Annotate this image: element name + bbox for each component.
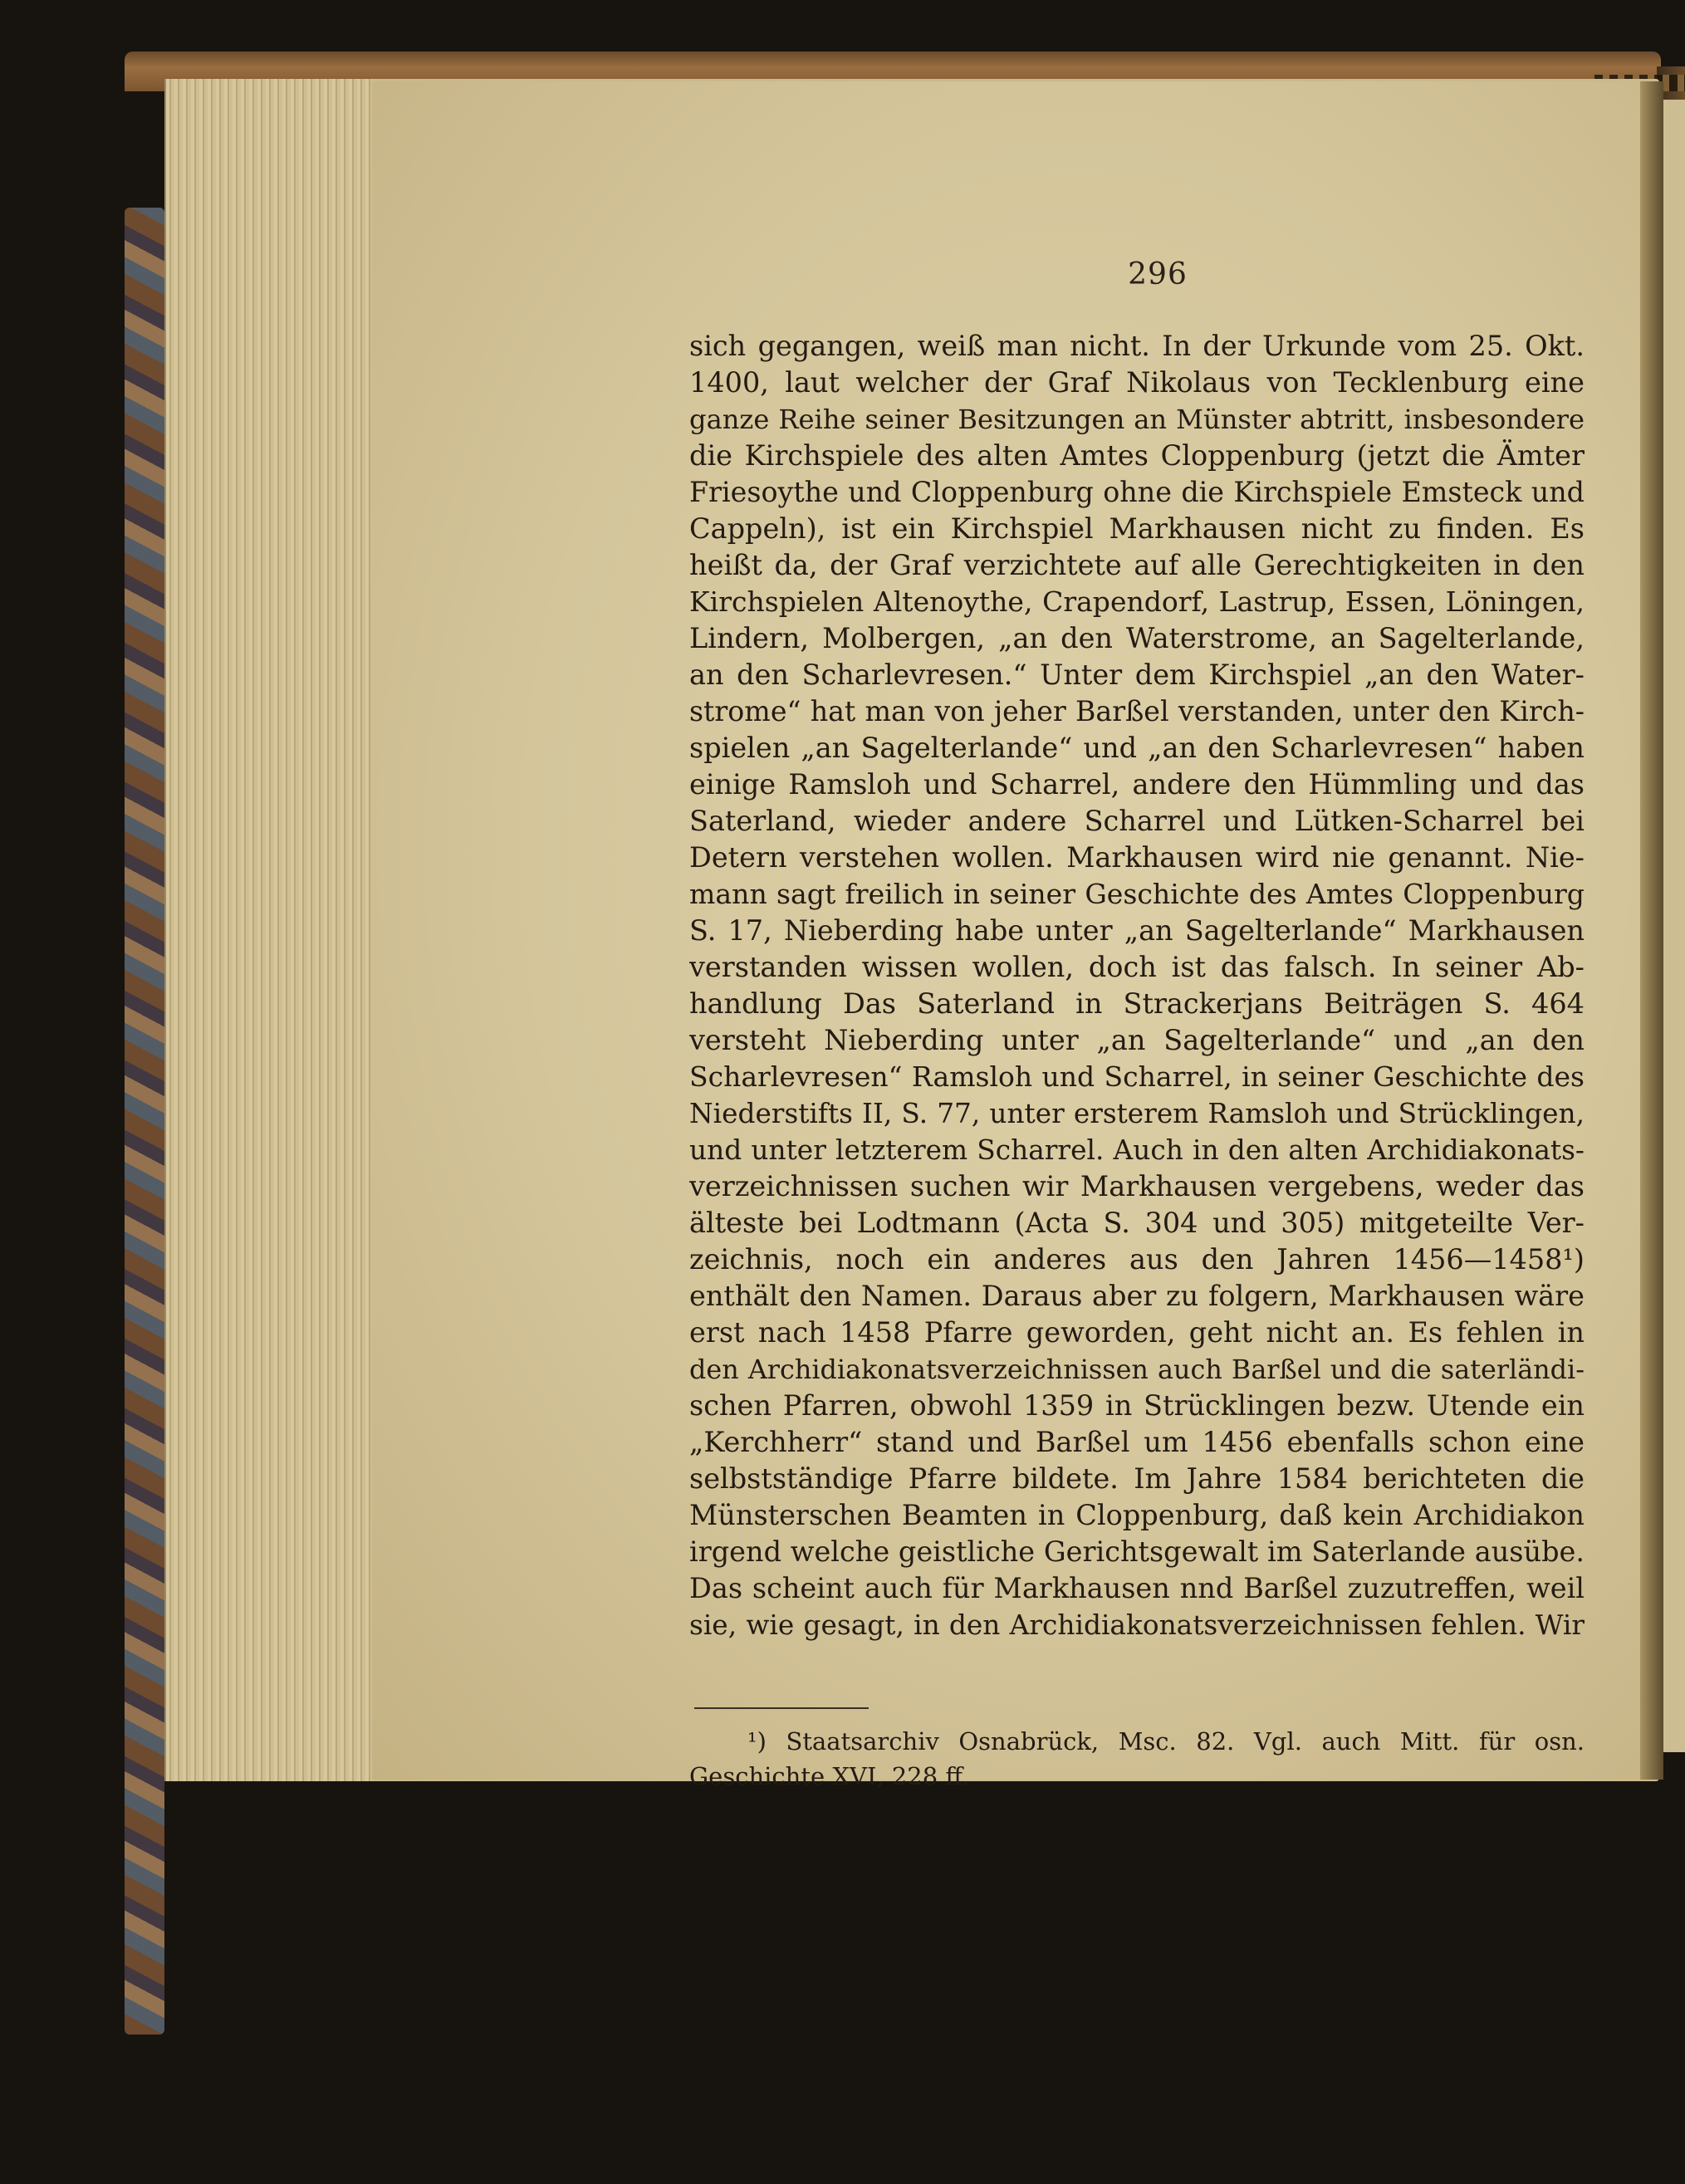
facing-page-edge: [1663, 100, 1685, 1752]
text-line: Cappeln), ist ein Kirchspiel Markhausen nicht zu finden. Es: [689, 512, 1585, 545]
text-line: sich gegangen, weiß man nicht. In der Urkunde vom 25. Okt.: [689, 330, 1585, 362]
text-line: strome“ hat man von jeher Barßel verstanden, unter den Kirch-: [689, 695, 1585, 727]
text-line: Saterland, wieder andere Scharrel und Lütken-Scharrel bei: [689, 805, 1585, 837]
marbled-cover-edge: [125, 208, 164, 2035]
text-line: enthält den Namen. Daraus aber zu folgern, Markhausen wäre: [689, 1280, 1585, 1312]
text-line: selbstständige Pfarre bildete. Im Jahre 1584 berichteten die: [689, 1462, 1585, 1495]
text-line: verstanden wissen wollen, doch ist das falsch. In seiner Ab-: [689, 951, 1585, 983]
text-line: Das scheint auch für Markhausen nnd Barßel zuzutreffen, weil: [689, 1572, 1585, 1604]
footnote-line: Geschichte XVI, 228 ff.: [689, 1762, 970, 1790]
text-line: Detern verstehen wollen. Markhausen wird nie genannt. Nie-: [689, 841, 1585, 874]
text-line: spielen „an Sagelterlande“ und „an den Scharlevresen“ haben: [689, 732, 1585, 764]
text-line: sie, wie gesagt, in den Archidiakonatsverzeichnissen fehlen. Wir: [689, 1609, 1585, 1641]
body-text: [689, 328, 1585, 1643]
text-line: handlung Das Saterland in Strackerjans Beiträgen S. 464: [689, 987, 1585, 1020]
text-line: und unter letzterem Scharrel. Auch in den alten Archidiakonats-: [689, 1134, 1585, 1166]
page-stack-edges: [164, 79, 374, 1781]
text-line: verzeichnissen suchen wir Markhausen vergebens, weder das: [689, 1170, 1585, 1202]
text-line: zeichnis, noch ein anderes aus den Jahren 1456—1458¹): [689, 1243, 1585, 1276]
text-line: 1400, laut welcher der Graf Nikolaus von Tecklenburg eine: [689, 366, 1585, 399]
text-line: irgend welche geistliche Gerichtsgewalt im Saterlande ausübe.: [689, 1535, 1585, 1568]
text-line: versteht Nieberding unter „an Sagelterlande“ und „an den: [689, 1024, 1585, 1056]
text-line: die Kirchspiele des alten Amtes Cloppenburg (jetzt die Ämter: [689, 439, 1585, 472]
text-line: einige Ramsloh und Scharrel, andere den Hümmling und das: [689, 768, 1585, 801]
text-line: schen Pfarren, obwohl 1359 in Strücklingen bezw. Utende ein: [689, 1389, 1585, 1422]
text-line: „Kerchherr“ stand und Barßel um 1456 ebenfalls schon eine: [689, 1426, 1585, 1458]
text-line: Münsterschen Beamten in Cloppenburg, daß kein Archidiakon: [689, 1499, 1585, 1531]
text-line: ganze Reihe seiner Besitzungen an Münster abtritt, insbesondere: [689, 404, 1585, 435]
text-line: den Archidiakonatsverzeichnissen auch Barßel und die saterländi-: [689, 1354, 1585, 1385]
page-number: 296: [1128, 257, 1188, 291]
footnotes: [689, 1724, 1585, 1794]
text-line: älteste bei Lodtmann (Acta S. 304 und 305) mitgeteilte Ver-: [689, 1207, 1585, 1239]
text-line: mann sagt freilich in seiner Geschichte des Amtes Cloppenburg: [689, 878, 1585, 910]
text-line: heißt da, der Graf verzichtete auf alle Gerechtigkeiten in den: [689, 549, 1585, 581]
text-line: Scharlevresen“ Ramsloh und Scharrel, in seiner Geschichte des: [689, 1060, 1585, 1093]
footnote-rule: [694, 1707, 869, 1709]
text-line: Kirchspielen Altenoythe, Crapendorf, Lastrup, Essen, Löningen,: [689, 585, 1585, 618]
footnote-line: ¹) Staatsarchiv Osnabrück, Msc. 82. Vgl. auch Mitt. für osn.: [747, 1727, 1585, 1756]
page-gutter: [1640, 81, 1663, 1780]
text-line: erst nach 1458 Pfarre geworden, geht nicht an. Es fehlen in: [689, 1316, 1585, 1349]
text-line: Niederstifts II, S. 77, unter ersterem Ramsloh und Strücklingen,: [689, 1098, 1585, 1129]
text-line: an den Scharlevresen.“ Unter dem Kirchspiel „an den Water-: [689, 659, 1585, 691]
text-line: Lindern, Molbergen, „an den Waterstrome, an Sagelterlande,: [689, 622, 1585, 654]
text-line: Friesoythe und Cloppenburg ohne die Kirchspiele Emsteck und: [689, 476, 1585, 508]
text-line: S. 17, Nieberding habe unter „an Sagelterlande“ Markhausen: [689, 914, 1585, 947]
